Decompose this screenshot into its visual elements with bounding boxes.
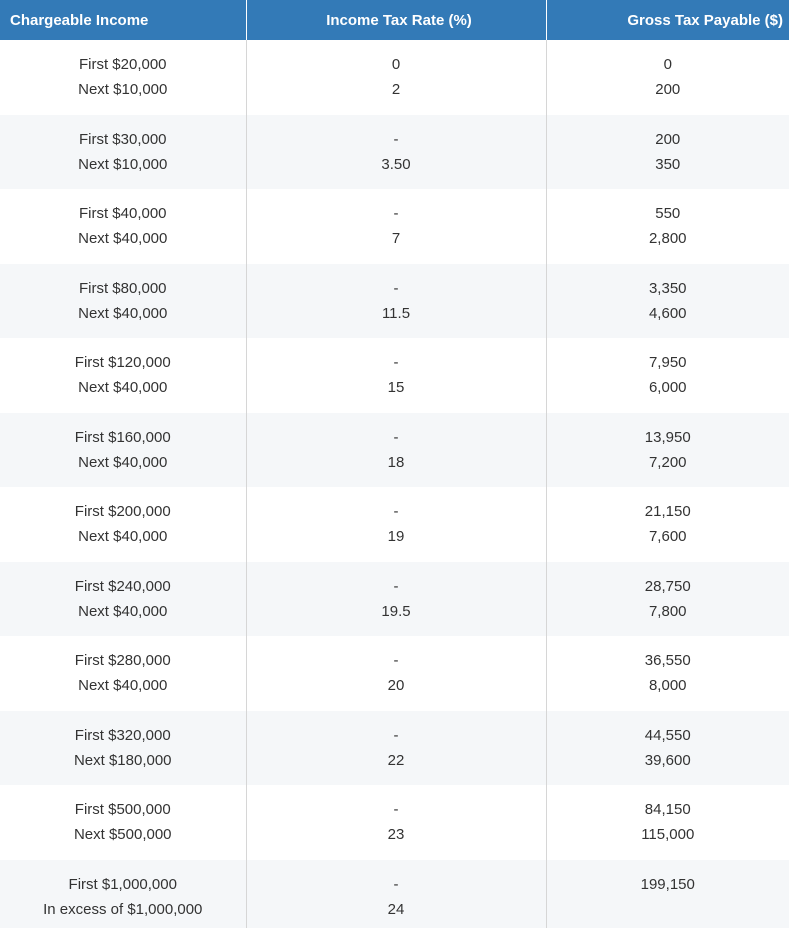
chargeable-income-cell-line: First $320,000 <box>0 723 246 748</box>
income-tax-rate-cell-line: - <box>247 201 546 226</box>
income-tax-rate-cell <box>246 40 546 115</box>
gross-tax-payable-cell-line: 199,150 <box>547 872 789 897</box>
gross-tax-payable-cell-line: 13,950 <box>547 425 789 450</box>
income-tax-rate-cell-line: 11.5 <box>247 301 546 326</box>
table-row <box>0 562 789 637</box>
table-row <box>0 711 789 786</box>
income-tax-rate-cell-line: - <box>247 797 546 822</box>
income-tax-rate-cell-line: 7 <box>247 226 546 251</box>
income-tax-rate-cell-line: 2 <box>247 77 546 102</box>
chargeable-income-cell <box>0 338 246 413</box>
income-tax-rate-cell-line: 20 <box>247 673 546 698</box>
income-tax-rate-cell <box>246 487 546 562</box>
income-tax-rate-cell-line: - <box>247 574 546 599</box>
chargeable-income-cell-line: Next $40,000 <box>0 375 246 400</box>
income-tax-rate-cell <box>246 636 546 711</box>
income-tax-rate-cell <box>246 785 546 860</box>
income-tax-rate-cell-line: 23 <box>247 822 546 847</box>
chargeable-income-cell-line: Next $40,000 <box>0 673 246 698</box>
table-row <box>0 860 789 928</box>
gross-tax-payable-cell-line: 115,000 <box>547 822 789 847</box>
chargeable-income-cell-line: Next $500,000 <box>0 822 246 847</box>
gross-tax-payable-cell <box>546 338 789 413</box>
gross-tax-payable-cell-line: 3,350 <box>547 276 789 301</box>
chargeable-income-cell <box>0 860 246 928</box>
chargeable-income-cell-line: Next $40,000 <box>0 450 246 475</box>
chargeable-income-cell-line: First $240,000 <box>0 574 246 599</box>
income-tax-rate-cell-line: - <box>247 872 546 897</box>
income-tax-rate-cell-line: 24 <box>247 897 546 922</box>
chargeable-income-cell-line: Next $40,000 <box>0 524 246 549</box>
chargeable-income-cell-line: Next $40,000 <box>0 599 246 624</box>
gross-tax-payable-cell <box>546 487 789 562</box>
gross-tax-payable-cell-line: 6,000 <box>547 375 789 400</box>
income-tax-rate-cell-line: 22 <box>247 748 546 773</box>
gross-tax-payable-cell-line: 7,950 <box>547 350 789 375</box>
chargeable-income-cell-line: First $160,000 <box>0 425 246 450</box>
income-tax-rate-cell-line: 18 <box>247 450 546 475</box>
gross-tax-payable-cell-line: 0 <box>547 52 789 77</box>
gross-tax-payable-cell-line: 84,150 <box>547 797 789 822</box>
table-header-row <box>0 0 789 40</box>
chargeable-income-cell <box>0 115 246 190</box>
income-tax-rate-cell-line: - <box>247 127 546 152</box>
chargeable-income-cell <box>0 711 246 786</box>
income-tax-rate-cell <box>246 264 546 339</box>
header-income-tax-rate: Income Tax Rate (%) <box>246 0 546 40</box>
chargeable-income-cell <box>0 562 246 637</box>
income-tax-rate-cell-line: - <box>247 276 546 301</box>
table-row <box>0 338 789 413</box>
chargeable-income-cell <box>0 189 246 264</box>
gross-tax-payable-cell-line: 550 <box>547 201 789 226</box>
income-tax-rate-cell <box>246 562 546 637</box>
table-body <box>0 40 789 928</box>
table-row <box>0 487 789 562</box>
gross-tax-payable-cell-line: 28,750 <box>547 574 789 599</box>
chargeable-income-cell-line: First $280,000 <box>0 648 246 673</box>
gross-tax-payable-cell <box>546 413 789 488</box>
table-row <box>0 785 789 860</box>
table-row <box>0 115 789 190</box>
gross-tax-payable-cell-line: 7,200 <box>547 450 789 475</box>
chargeable-income-cell <box>0 264 246 339</box>
income-tax-rate-cell-line: 19.5 <box>247 599 546 624</box>
gross-tax-payable-cell-line: 39,600 <box>547 748 789 773</box>
chargeable-income-cell-line: First $80,000 <box>0 276 246 301</box>
income-tax-rate-cell <box>246 860 546 928</box>
chargeable-income-cell-line: First $30,000 <box>0 127 246 152</box>
gross-tax-payable-cell-line: 44,550 <box>547 723 789 748</box>
gross-tax-payable-cell-line: 4,600 <box>547 301 789 326</box>
gross-tax-payable-cell-line: 2,800 <box>547 226 789 251</box>
gross-tax-payable-cell-line: 21,150 <box>547 499 789 524</box>
income-tax-rate-cell <box>246 189 546 264</box>
chargeable-income-cell-line: First $20,000 <box>0 52 246 77</box>
income-tax-rate-cell <box>246 115 546 190</box>
chargeable-income-cell-line: First $200,000 <box>0 499 246 524</box>
gross-tax-payable-cell <box>546 264 789 339</box>
income-tax-rate-cell <box>246 413 546 488</box>
chargeable-income-cell-line: In excess of $1,000,000 <box>0 897 246 922</box>
chargeable-income-cell <box>0 487 246 562</box>
gross-tax-payable-cell <box>546 785 789 860</box>
gross-tax-payable-cell-line: 8,000 <box>547 673 789 698</box>
gross-tax-payable-cell-line: 200 <box>547 127 789 152</box>
income-tax-rate-cell-line: - <box>247 648 546 673</box>
chargeable-income-cell-line: First $1,000,000 <box>0 872 246 897</box>
gross-tax-payable-cell-line: 200 <box>547 77 789 102</box>
gross-tax-payable-cell <box>546 40 789 115</box>
table-row <box>0 413 789 488</box>
table-row <box>0 40 789 115</box>
gross-tax-payable-cell <box>546 115 789 190</box>
chargeable-income-cell-line: Next $40,000 <box>0 226 246 251</box>
chargeable-income-cell-line: First $40,000 <box>0 201 246 226</box>
chargeable-income-cell-line: Next $40,000 <box>0 301 246 326</box>
chargeable-income-cell-line: Next $10,000 <box>0 152 246 177</box>
income-tax-rate-cell-line: - <box>247 425 546 450</box>
income-tax-rate-cell-line: 0 <box>247 52 546 77</box>
header-chargeable-income: Chargeable Income <box>0 0 246 40</box>
income-tax-rate-cell-line: 19 <box>247 524 546 549</box>
gross-tax-payable-cell-line: 36,550 <box>547 648 789 673</box>
chargeable-income-cell <box>0 40 246 115</box>
chargeable-income-cell <box>0 413 246 488</box>
gross-tax-payable-cell-line: 7,600 <box>547 524 789 549</box>
income-tax-rate-cell <box>246 711 546 786</box>
chargeable-income-cell-line: First $120,000 <box>0 350 246 375</box>
income-tax-rate-cell-line: - <box>247 723 546 748</box>
gross-tax-payable-cell <box>546 711 789 786</box>
table-row <box>0 264 789 339</box>
chargeable-income-cell-line: Next $180,000 <box>0 748 246 773</box>
gross-tax-payable-cell <box>546 562 789 637</box>
gross-tax-payable-cell <box>546 860 789 928</box>
chargeable-income-cell-line: First $500,000 <box>0 797 246 822</box>
income-tax-rate-cell-line: 3.50 <box>247 152 546 177</box>
chargeable-income-cell <box>0 636 246 711</box>
table-row <box>0 636 789 711</box>
gross-tax-payable-cell <box>546 636 789 711</box>
income-tax-rate-cell <box>246 338 546 413</box>
income-tax-rate-cell-line: - <box>247 499 546 524</box>
header-gross-tax-payable: Gross Tax Payable ($) <box>546 0 789 40</box>
gross-tax-payable-cell <box>546 189 789 264</box>
income-tax-rate-cell-line: 15 <box>247 375 546 400</box>
chargeable-income-cell <box>0 785 246 860</box>
income-tax-rate-cell-line: - <box>247 350 546 375</box>
gross-tax-payable-cell-line: 7,800 <box>547 599 789 624</box>
table-row <box>0 189 789 264</box>
gross-tax-payable-cell-line: 350 <box>547 152 789 177</box>
chargeable-income-cell-line: Next $10,000 <box>0 77 246 102</box>
